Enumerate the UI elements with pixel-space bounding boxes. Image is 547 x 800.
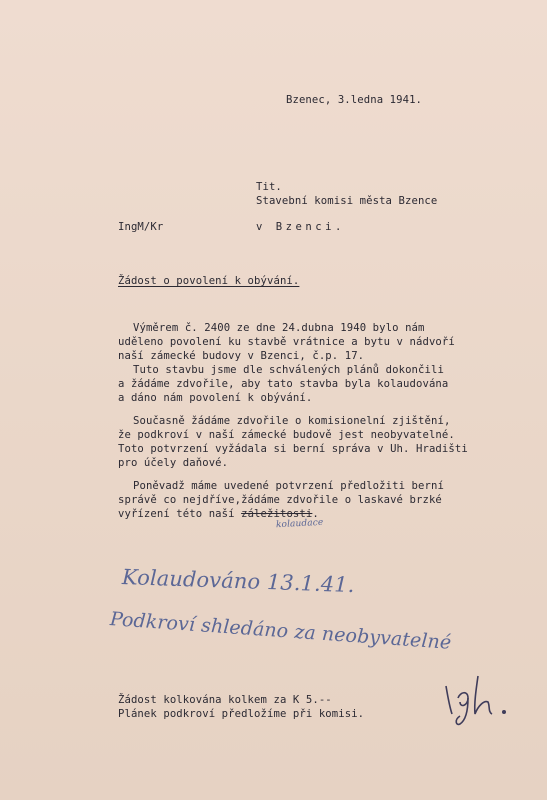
paragraph-line: Současně žádáme zdvořile o komisionelní zjištění,: [133, 415, 451, 427]
addressee: Stavební komisi města Bzence: [256, 195, 438, 207]
footer-stamp-note: Žádost kolkována kolkem za K 5.--: [118, 694, 332, 706]
addressee-location: v Bzenci.: [256, 221, 345, 233]
paragraph-line: a žádáme zdvořile, aby tato stavba byla kolaudována: [118, 378, 449, 390]
place-date: Bzenec, 3.ledna 1941.: [286, 94, 423, 106]
paragraph-line: Poněvadž máme uvedené potvrzení předložiti berní: [133, 480, 444, 492]
struck-word: záležitosti: [241, 508, 313, 520]
addressee-title: Tit.: [256, 181, 282, 193]
paragraph-line: uděleno povolení ku stavbě vrátnice a bytu v nádvoří: [118, 336, 455, 348]
paragraph-line: Výměrem č. 2400 ze dne 24.dubna 1940 bylo nám: [133, 322, 425, 334]
subject-line: Žádost o povolení k obývání.: [118, 275, 300, 287]
paragraph-text: .: [312, 508, 319, 520]
footer-plan-note: Plánek podkroví předložíme při komisi.: [118, 708, 365, 720]
reference-code: IngM/Kr: [118, 221, 164, 233]
handwritten-correction: kolaudace: [275, 517, 324, 531]
paragraph-line: a dáno nám povolení k obývání.: [118, 392, 313, 404]
paragraph-line: pro účely daňové.: [118, 457, 229, 469]
paragraph-line: že podkroví v naší zámecké budově jest neobyvatelné.: [118, 429, 455, 441]
paragraph-line: naší zámecké budovy v Bzenci, č.p. 17.: [118, 350, 365, 362]
paragraph-line: správě co nejdříve,žádáme zdvořile o laskavé brzké: [118, 494, 442, 506]
handwritten-kolaudovano: Kolaudováno 13.1.41.: [121, 565, 355, 598]
paragraph-line: Tuto stavbu jsme dle schválených plánů dokončili: [133, 364, 444, 376]
paragraph-line: Toto potvrzení vyžádala si berní správa v Uh. Hradišti: [118, 443, 468, 455]
paragraph-text: vyřízení této naší: [118, 508, 242, 520]
handwritten-podkrovi: Podkroví shledáno za neobyvatelné: [109, 608, 452, 654]
signature: [438, 668, 518, 728]
